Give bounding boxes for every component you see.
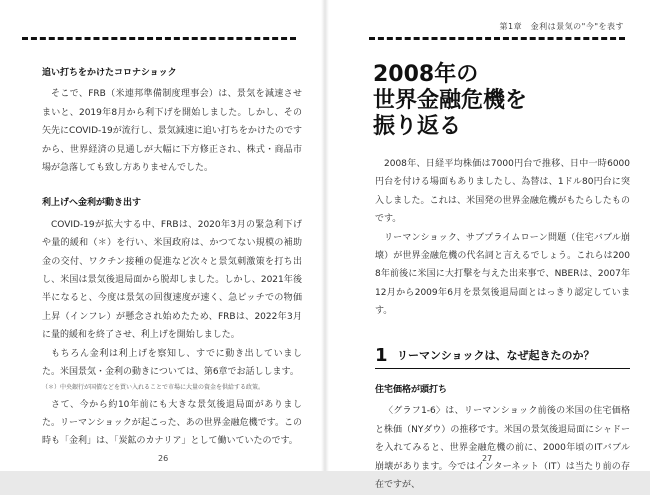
- chapter-title-line: 振り返る: [373, 114, 462, 139]
- paragraph: COVID-19が拡大する中、FRBは、2020年3月の緊急利下げや量的緩和（＊）を行い、米国政府は、かつてない規模の補助金の交付、ワクチン接種の促進など次々と景気刺激策を打ち出し、米国は景気後退局面から脱却しました。しかし、2021年後半になると、今度は景気の回復速度が速く、急ピッチでの物価上昇（インフレ）が懸念され始めたため、FRBは、2022年3月に量的緩和を終了させ、利上げを開始しました。: [42, 219, 302, 341]
- paragraph: 〈グラフ1-6〉は、リーマンショック前後の米国の住宅価格と株価（NYダウ）の推移です。米国の景気後退局面にシャドーを入れてみると、世界金融危機の前に、2000年頃のITバブル崩壊があります。今ではインターネット（IT）は当たり前の存在ですが、: [375, 406, 630, 491]
- section-title-rate-hike: 利上げへ金利が動き出す: [42, 198, 142, 209]
- page-number-right: 27: [482, 454, 493, 463]
- book-gutter: [321, 0, 329, 471]
- paragraph: リーマンショック、サブプライムローン問題（住宅バブル崩壊）が世界金融危機の代名詞と言えるでしょう。これらは2008年前後に米国に大打撃を与えた出来事で、NBERは、2007年12月から2009年6月を景気後退局面とはっきり認定しています。: [375, 232, 630, 317]
- paragraph: もちろん金利は利上げを察知し、すでに動き出していました。米国景気・金利の動きについては、第6章でお話しします。: [42, 348, 302, 378]
- right-page: [325, 0, 650, 491]
- footnote: （＊）中央銀行が国債などを買い入れることで市場に大量の資金を供給する政策。: [42, 383, 265, 391]
- right-page-body: [375, 155, 630, 495]
- chapter-title: [373, 62, 527, 140]
- paragraph: さて、今から約10年前にも大きな景気後退局面がありました。リーマンショックが起こった、あの世界金融危機です。この時も「金利」は、「炭鉱のカナリア」として働いていたのです。: [42, 399, 302, 447]
- section-title-housing: 住宅価格が頭打ち: [375, 385, 448, 396]
- section-title-corona-shock: 追い打ちをかけたコロナショック: [42, 68, 177, 78]
- heading-text: リーマンショックは、なぜ起きたのか？: [397, 348, 595, 362]
- chapter-title-line: 2008年の: [373, 62, 479, 87]
- heading-number: 1: [375, 344, 388, 366]
- numbered-heading: [375, 344, 630, 369]
- running-head: 第1章 金利は景気の"今"を表す: [499, 22, 624, 31]
- paragraph: 2008年、日経平均株価は7000円台で推移、日中一時6000円台を付ける場面もありましたし、為替は、1ドル80円台に突入しました。これは、米国発の世界金融危機がもたらしたものです。: [375, 159, 630, 225]
- left-page: [0, 0, 325, 471]
- paragraph: そこで、FRB（米連邦準備制度理事会）は、景気を減速させまいと、2019年8月から利下げを開始しました。しかし、その矢先にCOVID-19が流行し、景気減速に追い打ちをかけたのですから、世界経済の見通しが大幅に下方修正され、株式・商品市場が急落しても致し方ありませんでした。: [42, 89, 302, 174]
- left-page-body: [42, 60, 302, 451]
- top-dashed-rule: [22, 37, 296, 40]
- top-dashed-rule: [369, 37, 625, 40]
- page-number-left: 26: [158, 454, 169, 463]
- chapter-title-line: 世界金融危機を: [373, 88, 528, 113]
